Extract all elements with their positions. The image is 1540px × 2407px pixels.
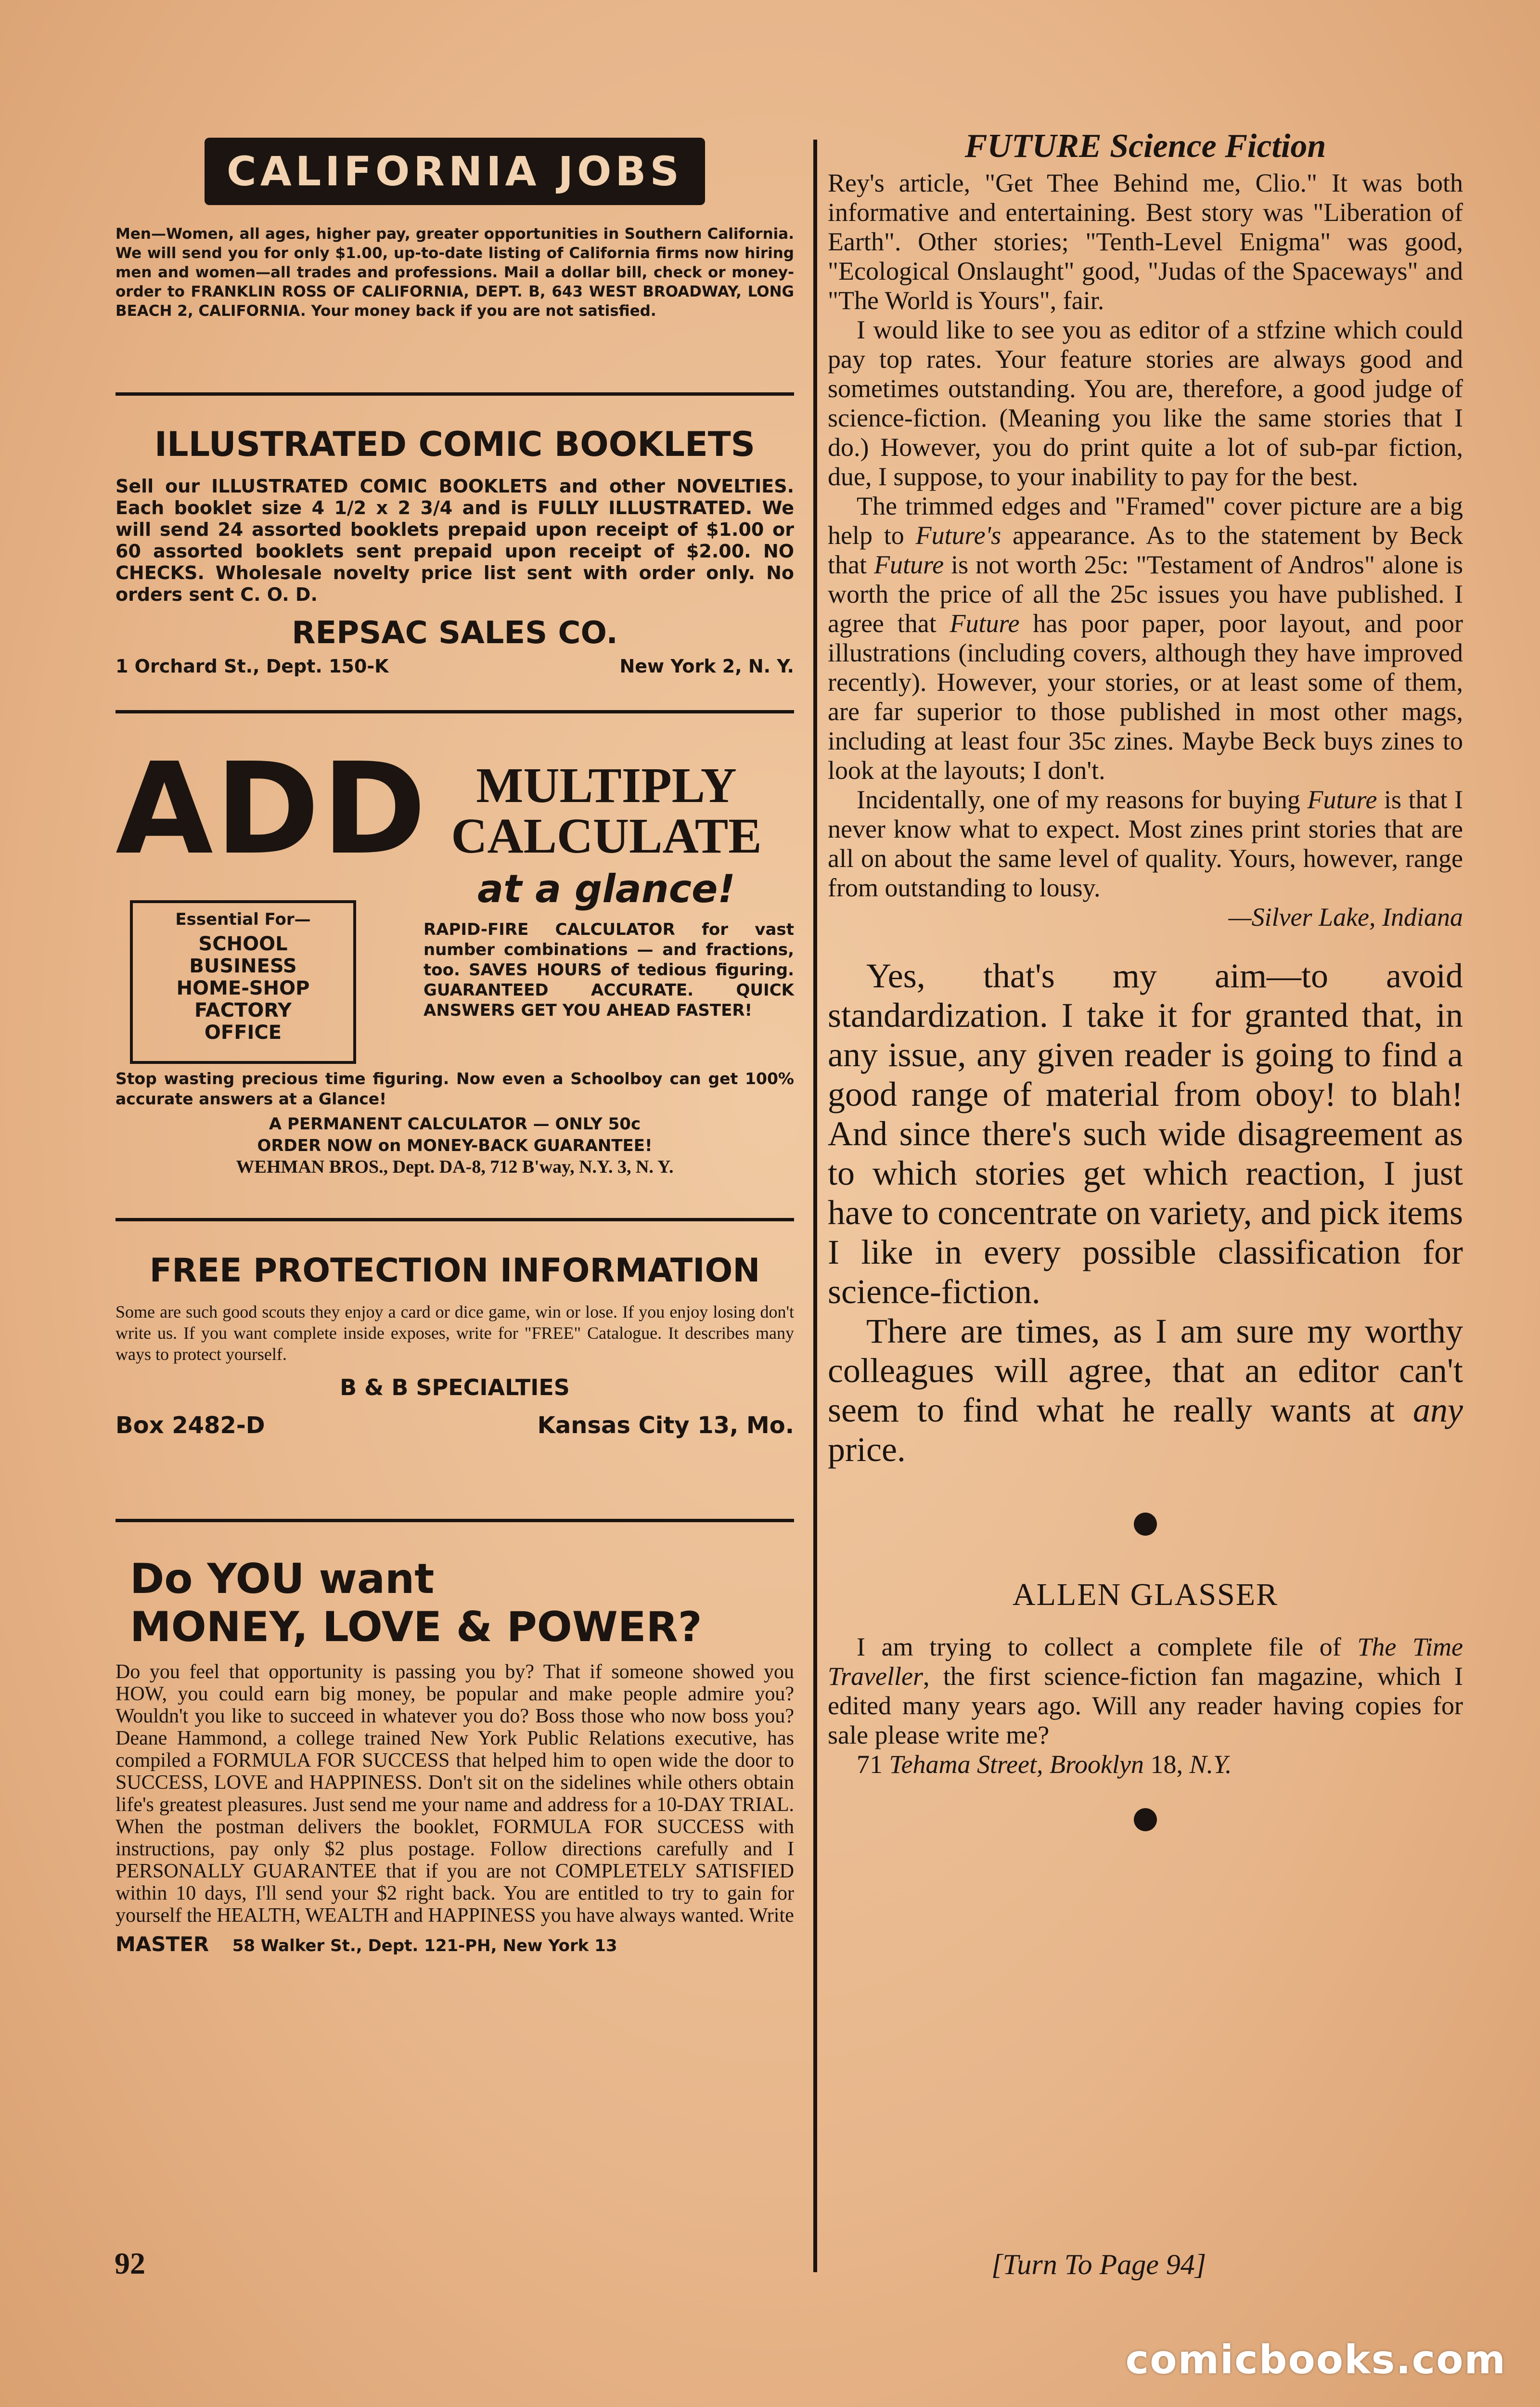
letter-paragraph: Incidentally, one of my reasons for buying Future is that I never know what to expect. Most zines print stories that are all on about the same level of quality. Yours, however, range from outstanding to lousy. xyxy=(828,785,1463,902)
letter-paragraph: Rey's article, "Get Thee Behind me, Clio." It was both informative and entertaining. Best story was "Liberation of Earth". Other stories; "Tenth-Level Enigma" was good, "Ecological Onslaught" good, "Judas of the Spaceways" and "The World is Yours", fair. xyxy=(828,168,1463,315)
running-header xyxy=(828,127,1463,166)
ad-california-jobs xyxy=(116,138,794,383)
ad-sign: MASTER xyxy=(116,1932,209,1956)
ad-company: B & B SPECIALTIES xyxy=(340,1374,570,1400)
letter-paragraph: The trimmed edges and "Framed" cover picture are a big help to Future's appearance. As to the statement by Beck that Future is not worth 25c: "Testament of Andros" alone is worth the price of all the 25c issues you have published. I agree that Future has poor paper, poor layout, and poor illustrations (including covers, although they have improved recently). However, your stories, or at least some of them, are far superior to those published in most other mags, including at least four 35c zines. Maybe Beck buys zines to look at the layouts; I don't. xyxy=(828,492,1463,785)
section-bullet xyxy=(828,1513,1463,1538)
page-number: 92 xyxy=(115,2246,145,2280)
ad-money-love-power xyxy=(116,1555,794,2277)
letter-signature: —Silver Lake, Indiana xyxy=(1228,903,1463,932)
ad-title-banner xyxy=(205,138,705,205)
ad-body: Sell our ILLUSTRATED COMIC BOOKLETS and other NOVELTIES. Each booklet size 4 1/2 x 2 3/4 and is FULLY ILLUSTRATED. We will send 24 assorted booklets prepaid upon receipt of $1.00 or 60 assorted booklets sent prepaid upon receipt of $2.00. NO CHECKS. Wholesale novelty price list sent with order only. No orders sent C. O. D. xyxy=(116,476,794,605)
ad-headline-3: at a glance! xyxy=(477,867,735,911)
ad-big-word: ADD xyxy=(116,736,428,882)
reply-paragraph: There are times, as I am sure my worthy colleagues will agree, that an editor can't seem to find what he really wants at any price. xyxy=(828,1312,1463,1469)
ad-body: Stop wasting precious time figuring. Now even a Schoolboy can get 100% accurate answers at a Glance! xyxy=(116,1069,794,1108)
divider xyxy=(116,710,794,713)
ad-address xyxy=(116,656,794,677)
editor-reply xyxy=(828,956,1463,1469)
ad-desc: RAPID-FIRE CALCULATOR for vast number combinations — and fractions, too. SAVES HOURS of tedious figuring. GUARANTEED ACCURATE. QUICK ANSWERS GET YOU AHEAD FASTER! xyxy=(424,920,794,1020)
ad-address xyxy=(116,1412,794,1439)
ad-address-left: 1 Orchard St., Dept. 150-K xyxy=(116,656,389,677)
section-bullet xyxy=(828,1808,1463,1834)
column-divider xyxy=(813,140,817,2272)
box-item: SCHOOL xyxy=(198,933,288,955)
ad-address: WEHMAN BROS., Dept. DA-8, 712 B'way, N.Y. 3, N. Y. xyxy=(236,1157,674,1177)
ad-address-right: New York 2, N. Y. xyxy=(619,656,794,677)
ad-signoff xyxy=(116,1932,794,1956)
ad-title-1: Do YOU want xyxy=(130,1555,435,1603)
bullet-icon xyxy=(1134,1808,1157,1831)
ad-body: Some are such good scouts they enjoy a card or dice game, win or lose. If you enjoy losing don't write us. If you want complete inside exposes, write for "FREE" Catalogue. It describes many ways to protect yourself. xyxy=(116,1302,794,1364)
turn-page-note: [Turn To Page 94] xyxy=(991,2249,1206,2280)
letters-column xyxy=(828,130,1463,2248)
divider xyxy=(116,1519,794,1522)
box-items xyxy=(133,933,353,1044)
magazine-subtitle: Science Fiction xyxy=(1110,128,1326,165)
ad-headline-1: MULTIPLY xyxy=(476,758,737,813)
ad-address: 58 Walker St., Dept. 121-PH, New York 13 xyxy=(232,1936,617,1955)
ad-offer-2: ORDER NOW on MONEY-BACK GUARANTEE! xyxy=(257,1136,653,1155)
magazine-name: FUTURE xyxy=(964,128,1102,165)
box-item: HOME-SHOP xyxy=(176,977,310,999)
box-item: BUSINESS xyxy=(189,955,297,977)
letter-paragraph: I am trying to collect a complete file of The Time Traveller, the first science-fiction fan magazine, which I edited many years ago. Will any reader having copies for sale please write me? xyxy=(828,1632,1463,1749)
divider xyxy=(116,1218,794,1221)
ad-essential-box xyxy=(130,900,356,1064)
ad-title-2: MONEY, LOVE & POWER? xyxy=(130,1603,702,1651)
watermark: comicbooks.com xyxy=(1125,2337,1506,2383)
ad-headline-2: CALCULATE xyxy=(451,808,762,864)
box-item: OFFICE xyxy=(204,1022,282,1044)
letter-address: 71 Tehama Street, Brooklyn 18, N.Y. xyxy=(857,1750,1232,1779)
divider xyxy=(116,392,794,396)
ad-title: CALIFORNIA JOBS xyxy=(227,148,683,195)
ads-column xyxy=(116,130,794,2248)
ad-calculator xyxy=(116,736,794,1281)
ad-address-left: Box 2482-D xyxy=(116,1412,265,1439)
ad-body: Do you feel that opportunity is passing you by? That if someone showed you HOW, you could earn big money, be popular and make people admire you? Wouldn't you like to succeed in whatever you do? Boss those who now boss you? Deane Hammond, a college trained New York Public Relations executive, has compiled a FORMULA FOR SUCCESS that helped him to open wide the door to SUCCESS, LOVE and HAPPINESS. Don't sit on the sidelines while others obtain life's greatest pleasures. Just send me your name and address for a 10-DAY TRIAL. When the postman delivers the booklet, FORMULA FOR SUCCESS with instructions, pay only $2 plus postage. Follow directions carefully and I PERSONALLY GUARANTEE that if you are not COMPLETELY SATISFIED within 10 days, I'll send your $2 right back. You are entitled to try to gain for yourself the HEALTH, WEALTH and HAPPINESS you have always wanted. Write xyxy=(116,1661,794,1927)
ad-address-right: Kansas City 13, Mo. xyxy=(537,1412,794,1439)
ad-title: ILLUSTRATED COMIC BOOKLETS xyxy=(154,425,755,464)
letter-body xyxy=(828,168,1463,932)
bullet-icon xyxy=(1134,1513,1157,1536)
ad-company: REPSAC SALES CO. xyxy=(292,615,618,651)
ad-offer-1: A PERMANENT CALCULATOR — ONLY 50c xyxy=(269,1114,641,1134)
letter-author: ALLEN GLASSER xyxy=(1012,1577,1279,1612)
ad-title: FREE PROTECTION INFORMATION xyxy=(149,1252,760,1290)
reply-paragraph: Yes, that's my aim—to avoid standardization. I take it for granted that, in any issue, any given reader is going to find a good range of material from oboy! to blah! And since there's such wide disagreement as to which stories get which reaction, I just have to concentrate on variety, and pick items I like in every possible classification for science-fiction. xyxy=(828,957,1463,1311)
letter-paragraph: I would like to see you as editor of a stfzine which could pay top rates. Your feature stories are always good and sometimes outstanding. You are, therefore, a good judge of science-fiction. (Meaning you like the same stories that I do.) However, you do print quite a lot of sub-par fiction, due, I suppose, to your inability to pay for the best. xyxy=(828,315,1463,491)
box-item: FACTORY xyxy=(194,999,292,1022)
letter2-body xyxy=(828,1632,1463,1779)
ad-body: Men—Women, all ages, higher pay, greater opportunities in Southern California. We will send you for only $1.00, up-to-date listing of California firms now hiring men and women—all trades and professions. Mail a dollar bill, check or money-order to FRANKLIN ROSS OF CALIFORNIA, DEPT. B, 643 WEST BROADWAY, LONG BEACH 2, CALIFORNIA. Your money back if you are not satisfied. xyxy=(116,225,794,320)
box-title: Essential For— xyxy=(175,910,311,929)
